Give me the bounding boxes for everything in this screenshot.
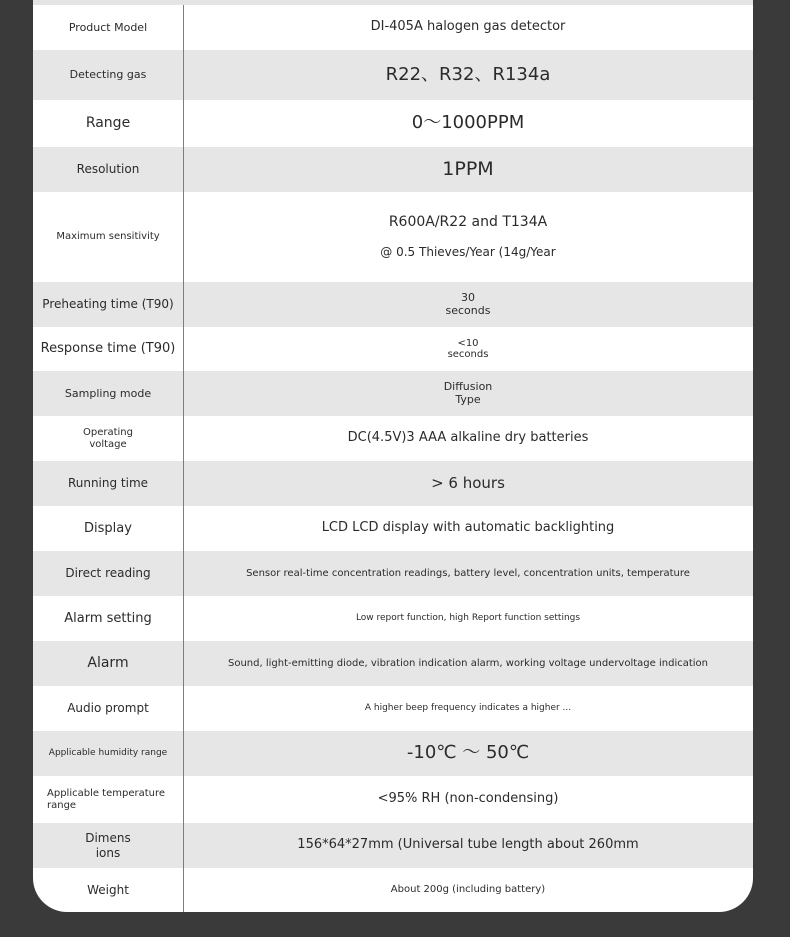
spec-label: Audio prompt bbox=[67, 701, 149, 716]
spec-value: About 200g (including battery) bbox=[390, 884, 546, 896]
spec-label: Running time bbox=[67, 476, 149, 491]
spec-row-dimensions bbox=[33, 823, 753, 868]
spec-label: Sampling mode bbox=[64, 386, 152, 400]
spec-label: Dimens ions bbox=[85, 831, 131, 860]
spec-row-preheating-time bbox=[33, 282, 753, 327]
spec-label: Response time (T90) bbox=[40, 341, 176, 357]
spec-row-operating-voltage bbox=[33, 416, 753, 461]
spec-label: Detecting gas bbox=[69, 68, 147, 82]
spec-label: Display bbox=[84, 520, 132, 536]
spec-value: DI-405A halogen gas detector bbox=[370, 19, 566, 35]
spec-value: -10℃ 〜 50℃ bbox=[406, 742, 530, 764]
spec-row-humidity-range bbox=[33, 731, 753, 776]
spec-row-alarm-setting bbox=[33, 596, 753, 641]
spec-row-alarm bbox=[33, 641, 753, 686]
spec-value: R22、R32、R134a bbox=[385, 63, 551, 85]
spec-value: LCD LCD display with automatic backlighting bbox=[321, 520, 615, 536]
spec-row-running-time bbox=[33, 461, 753, 506]
spec-value: <10 seconds bbox=[447, 337, 489, 360]
spec-label: Maximum sensitivity bbox=[56, 231, 160, 242]
spec-row-temperature-range bbox=[33, 776, 753, 823]
spec-label: Range bbox=[85, 115, 131, 132]
spec-value: Low report function, high Report function settings bbox=[355, 613, 581, 624]
spec-label: Operating voltage bbox=[83, 426, 133, 450]
spec-row-detecting-gas bbox=[33, 50, 753, 100]
spec-row-audio-prompt bbox=[33, 686, 753, 731]
spec-row-response-time bbox=[33, 327, 753, 371]
spec-row-product-model bbox=[33, 5, 753, 50]
spec-label: Applicable humidity range bbox=[48, 748, 168, 759]
spec-value: > 6 hours bbox=[431, 473, 505, 492]
spec-label: Alarm setting bbox=[64, 610, 152, 626]
spec-value-line: @ 0.5 Thieves/Year (14g/Year bbox=[380, 245, 556, 260]
column-divider bbox=[183, 5, 184, 912]
spec-row-direct-reading bbox=[33, 551, 753, 596]
spec-value: 30 seconds bbox=[445, 290, 491, 317]
spec-value: DC(4.5V)3 AAA alkaline dry batteries bbox=[347, 430, 589, 446]
spec-sheet bbox=[33, 0, 753, 912]
spec-label: Weight bbox=[87, 882, 129, 897]
spec-value: A higher beep frequency indicates a higher ... bbox=[364, 703, 572, 714]
spec-value: <95% RH (non-condensing) bbox=[377, 791, 559, 807]
spec-value-line: R600A/R22 and T134A bbox=[388, 214, 548, 231]
spec-value bbox=[183, 192, 753, 282]
spec-value: 1PPM bbox=[442, 157, 494, 180]
spec-value: Sound, light-emitting diode, vibration indication alarm, working voltage undervoltage indication bbox=[228, 657, 708, 669]
spec-row-range bbox=[33, 100, 753, 147]
spec-value: Diffusion Type bbox=[443, 379, 493, 406]
spec-label: Direct reading bbox=[65, 566, 151, 581]
spec-row-resolution bbox=[33, 147, 753, 192]
spec-label: Preheating time (T90) bbox=[42, 297, 174, 312]
spec-label: Resolution bbox=[76, 162, 140, 177]
spec-label: Applicable temperature range bbox=[47, 787, 166, 811]
spec-row-max-sensitivity bbox=[33, 192, 753, 282]
spec-value: 156*64*27mm (Universal tube length about 260mm bbox=[297, 837, 639, 853]
spec-label: Product Model bbox=[68, 20, 148, 34]
spec-value: Sensor real-time concentration readings, battery level, concentration units, temperature bbox=[246, 567, 690, 579]
spec-row-weight bbox=[33, 868, 753, 912]
spec-row-display bbox=[33, 506, 753, 551]
spec-row-sampling-mode bbox=[33, 371, 753, 416]
spec-value: 0〜1000PPM bbox=[411, 112, 525, 134]
spec-label: Alarm bbox=[87, 655, 129, 672]
